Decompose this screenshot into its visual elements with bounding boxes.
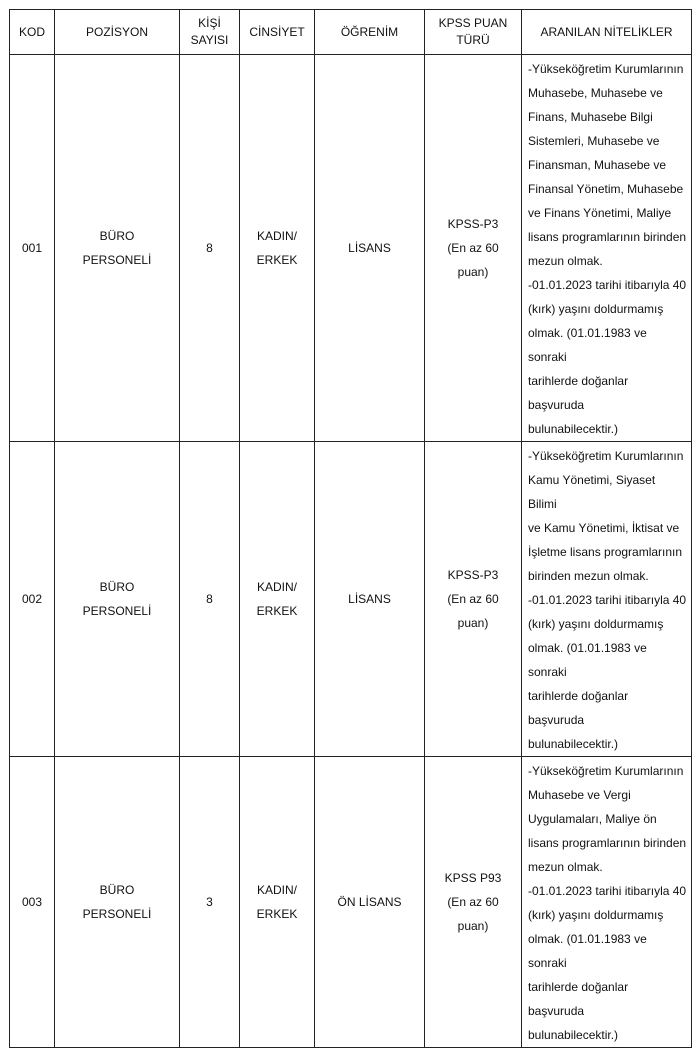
cell-kisi-sayisi: 3: [180, 757, 240, 1048]
table-row: [10, 55, 692, 442]
cell-kod: 003: [10, 757, 55, 1048]
header-kod: KOD: [10, 10, 55, 55]
header-kisi-sayisi: KİŞİ SAYISI: [180, 10, 240, 55]
table-body: [10, 55, 692, 1048]
cell-pozisyon: BÜRO PERSONELİ: [55, 55, 180, 442]
cell-kpss-puan-turu: KPSS-P3 (En az 60 puan): [425, 442, 522, 757]
cell-ogrenim: LİSANS: [315, 55, 425, 442]
cell-ogrenim: LİSANS: [315, 442, 425, 757]
cell-aranilan-nitelikler: -Yükseköğretim Kurumlarının Kamu Yönetimi, Siyaset Bilimi ve Kamu Yönetimi, İktisat ve İşletme lisans programlarının birinden mezun olmak. -01.01.2023 tarihi itibarıyla 40 (kırk) yaşını doldurmamış olmak. (01.01.1983 ve sonraki tarihlerde doğanlar başvuruda bulunabilecektir.): [522, 442, 692, 757]
table-row: [10, 757, 692, 1048]
header-row: [10, 10, 692, 55]
cell-kisi-sayisi: 8: [180, 442, 240, 757]
cell-pozisyon: BÜRO PERSONELİ: [55, 442, 180, 757]
table-header: [10, 10, 692, 55]
job-positions-table: [9, 9, 692, 1048]
header-kpss-puan-turu: KPSS PUAN TÜRÜ: [425, 10, 522, 55]
table-row: [10, 442, 692, 757]
cell-aranilan-nitelikler: -Yükseköğretim Kurumlarının Muhasebe, Muhasebe ve Finans, Muhasebe Bilgi Sistemleri, Muhasebe ve Finansman, Muhasebe ve Finansal Yönetim, Muhasebe ve Finans Yönetimi, Maliye lisans programlarının birinden mezun olmak. -01.01.2023 tarihi itibarıyla 40 (kırk) yaşını doldurmamış olmak. (01.01.1983 ve sonraki tarihlerde doğanlar başvuruda bulunabilecektir.): [522, 55, 692, 442]
header-pozisyon: POZİSYON: [55, 10, 180, 55]
cell-cinsiyet: KADIN/ ERKEK: [240, 442, 315, 757]
cell-kisi-sayisi: 8: [180, 55, 240, 442]
header-ogrenim: ÖĞRENİM: [315, 10, 425, 55]
cell-kpss-puan-turu: KPSS P93 (En az 60 puan): [425, 757, 522, 1048]
cell-kod: 001: [10, 55, 55, 442]
cell-cinsiyet: KADIN/ ERKEK: [240, 757, 315, 1048]
header-aranilan-nitelikler: ARANILAN NİTELİKLER: [522, 10, 692, 55]
cell-cinsiyet: KADIN/ ERKEK: [240, 55, 315, 442]
header-cinsiyet: CİNSİYET: [240, 10, 315, 55]
cell-pozisyon: BÜRO PERSONELİ: [55, 757, 180, 1048]
cell-kpss-puan-turu: KPSS-P3 (En az 60 puan): [425, 55, 522, 442]
cell-ogrenim: ÖN LİSANS: [315, 757, 425, 1048]
cell-kod: 002: [10, 442, 55, 757]
cell-aranilan-nitelikler: -Yükseköğretim Kurumlarının Muhasebe ve Vergi Uygulamaları, Maliye ön lisans programlarının birinden mezun olmak. -01.01.2023 tarihi itibarıyla 40 (kırk) yaşını doldurmamış olmak. (01.01.1983 ve sonraki tarihlerde doğanlar başvuruda bulunabilecektir.): [522, 757, 692, 1048]
